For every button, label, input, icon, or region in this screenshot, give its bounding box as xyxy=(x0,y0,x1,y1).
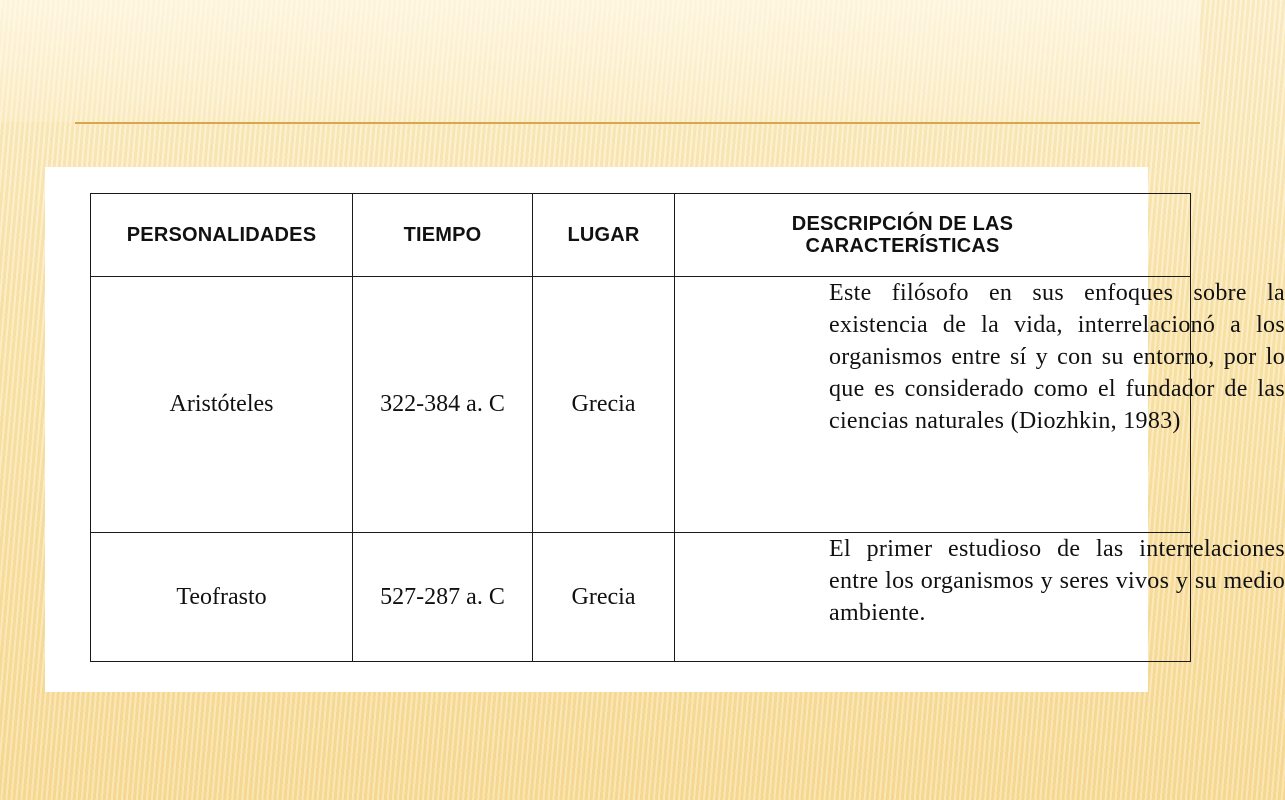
cell-tiempo xyxy=(353,533,533,662)
cell-tiempo-text: 527-287 a. C xyxy=(380,583,505,610)
table-row xyxy=(91,533,1191,662)
cell-lugar: Grecia xyxy=(533,533,675,662)
slide-top-band xyxy=(0,0,1200,122)
table-image-clip xyxy=(90,193,1285,668)
table-panel xyxy=(45,167,1285,692)
header-lugar: LUGAR xyxy=(533,194,675,277)
cell-descripcion-text: Este filósofo en sus enfoques sobre la existencia de la vida, interrelacionó a los organismos entre sí y con su entorno, por lo que es considerado como el fundador de las ciencias naturales (Diozhkin, 1983) xyxy=(829,280,1285,434)
slide-divider-line xyxy=(75,122,1200,124)
table-row xyxy=(91,277,1191,533)
cell-descripcion xyxy=(675,277,1285,533)
cell-tiempo-text: 322-384 a. C xyxy=(380,391,505,418)
header-tiempo: TIEMPO xyxy=(353,194,533,277)
table-header-row xyxy=(91,194,1191,277)
cell-descripcion-text: El primer estudioso de las interrelaciones entre los organismos y seres vivos y su medio ambiente. xyxy=(829,536,1285,626)
cell-descripcion xyxy=(675,533,1285,662)
header-descripcion-label: DESCRIPCIÓN DE LAS CARACTERÍSTICAS xyxy=(791,213,1014,257)
cell-tiempo xyxy=(353,277,533,533)
ecology-history-table xyxy=(90,193,1285,662)
header-personalidades: PERSONALIDADES xyxy=(91,194,353,277)
header-descripcion xyxy=(675,194,1191,277)
cell-personalidad: Aristóteles xyxy=(91,277,353,533)
cell-personalidad: Teofrasto xyxy=(91,533,353,662)
cell-lugar: Grecia xyxy=(533,277,675,533)
